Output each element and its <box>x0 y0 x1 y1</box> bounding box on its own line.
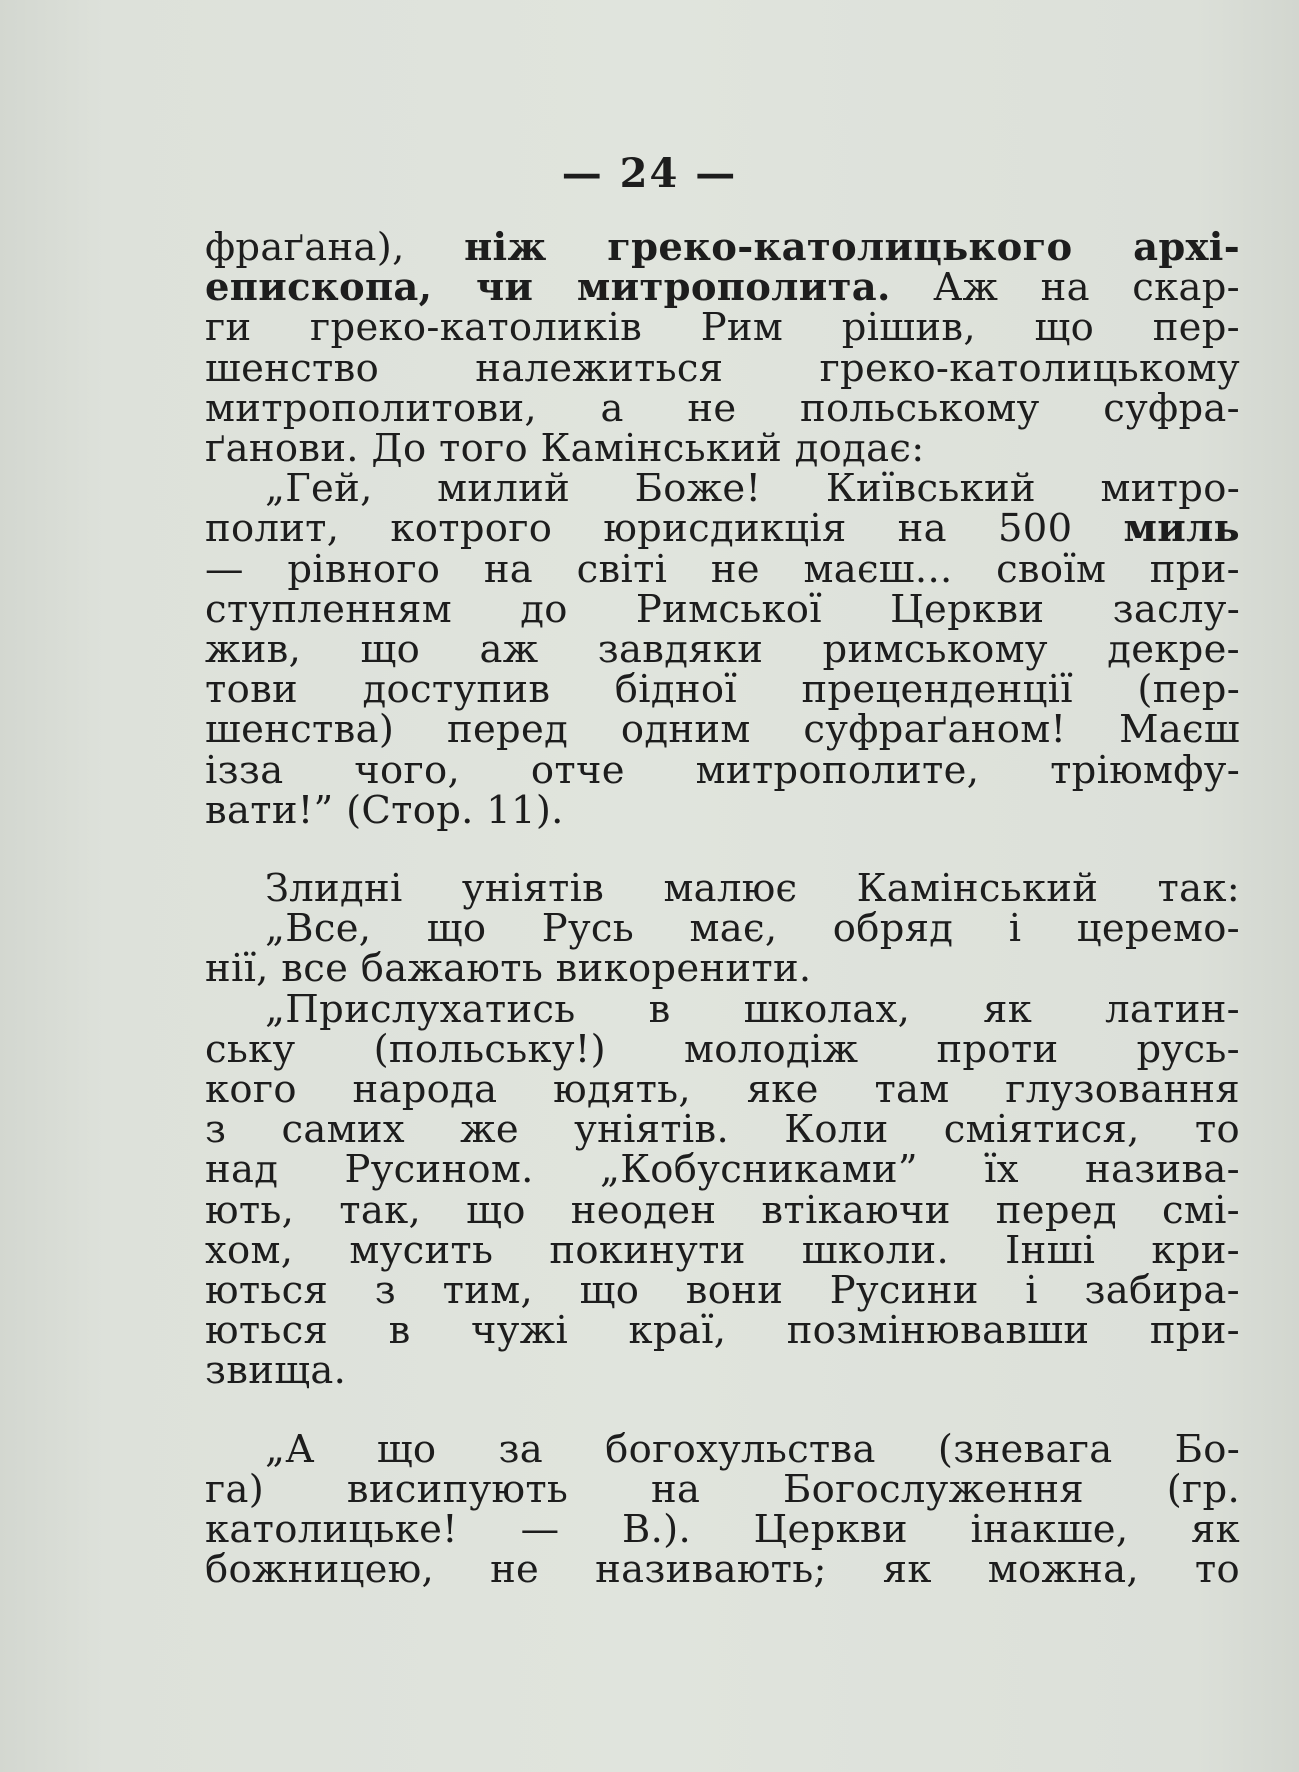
text-line <box>205 1227 1240 1273</box>
text-segment: кого народа юдять, яке там глузовання <box>205 1067 1240 1113</box>
text-line <box>205 426 1240 472</box>
text-segment: з самих же уніятів. Коли сміятися, то <box>205 1107 1240 1153</box>
bold-text: ніж греко-католицького архі- <box>464 225 1241 270</box>
text-segment: Злидні унiятів малює Камінський так: <box>265 866 1240 912</box>
text-line <box>205 1107 1240 1153</box>
text-line <box>205 1507 1240 1553</box>
text-line <box>205 1348 1240 1394</box>
text-segment: нії, все бажають викоренити. <box>205 946 812 992</box>
text-line <box>205 1067 1240 1113</box>
text-line <box>205 225 1241 270</box>
text-segment: митрополитови, а не польському суфра- <box>205 385 1240 431</box>
text-line <box>205 506 1240 552</box>
bold-text: миль <box>1123 506 1240 552</box>
text-segment: над Русином. „Кобусниками” їх назива- <box>205 1147 1240 1193</box>
text-segment: ступленням до Римської Церкви заслу- <box>205 586 1240 632</box>
text-segment: ють, так, що неоден втікаючи перед смі- <box>205 1187 1240 1233</box>
text-line <box>205 946 1240 992</box>
text-segment: жив, що аж завдяки римському декре- <box>205 627 1240 673</box>
text-line <box>205 1466 1240 1512</box>
paragraph-gap <box>205 831 1240 869</box>
text-segment: ську (польську!) молодіж проти рyсь- <box>205 1026 1240 1072</box>
text-segment: ги греко-католиків Рим рішив, що пер- <box>205 305 1240 351</box>
text-line <box>205 1187 1240 1233</box>
text-line <box>205 667 1240 713</box>
text-segment: га) висипують на Богослуження (гр. <box>205 1466 1240 1512</box>
text-line <box>205 305 1240 351</box>
body-text <box>205 225 1241 1593</box>
text-segment: „А що за богохульства (зневага Бо- <box>265 1426 1240 1472</box>
text-line <box>205 1026 1240 1072</box>
text-line <box>205 866 1240 912</box>
text-segment: хом, мусить покинути школи. Інші кри- <box>205 1227 1240 1273</box>
text-segment: полит, котрого юрисдикція на 500 <box>205 506 1124 552</box>
text-line <box>205 1547 1240 1593</box>
text-segment: „Все, що Русь має, обряд і церемо- <box>265 906 1240 952</box>
text-segment: звища. <box>205 1348 347 1394</box>
text-line <box>205 466 1240 512</box>
text-segment: ізза чого, отче митрополите, тріюмфу- <box>205 747 1240 793</box>
bold-text: епископа, чи митрополита. <box>205 265 891 311</box>
text-segment: шенства) перед одним суфраґаном! Маєш <box>205 707 1240 753</box>
text-segment: тови доступив бідної преценденції (пер- <box>205 667 1240 713</box>
text-segment: божницею, не називають; як можна, то <box>205 1547 1240 1593</box>
text-line <box>205 1308 1240 1354</box>
text-line <box>205 1147 1240 1193</box>
text-segment: — рівного на світі не маєш... своїм при- <box>205 546 1240 592</box>
text-line <box>205 707 1240 753</box>
text-segment: ються в чужі краї, позмінювавши при- <box>205 1308 1240 1354</box>
text-line <box>205 385 1240 431</box>
text-line <box>205 787 1240 833</box>
text-line <box>205 1268 1240 1314</box>
text-segment: Аж на скар- <box>890 265 1240 311</box>
paragraph-gap <box>205 1392 1240 1430</box>
text-segment: „Прислухатись в школах, як латин- <box>265 986 1240 1032</box>
text-segment: фраґана), <box>205 225 465 270</box>
text-segment: католицьке! — В.). Церкви інакше, як <box>205 1507 1240 1553</box>
text-line <box>205 627 1240 673</box>
text-line <box>205 345 1240 391</box>
text-line <box>205 906 1240 952</box>
text-line <box>205 586 1240 632</box>
text-segment: ґанови. До того Камінський додає: <box>205 426 925 472</box>
text-line <box>205 986 1240 1032</box>
text-line <box>205 747 1240 793</box>
text-line <box>205 546 1240 592</box>
text-segment: вати!” (Стор. 11). <box>205 787 564 833</box>
text-segment: ються з тим, що вони Русини і забира- <box>205 1268 1240 1314</box>
page-number: — 24 — <box>561 150 738 197</box>
text-line <box>205 265 1240 311</box>
text-line <box>205 1426 1240 1472</box>
text-segment: „Гей, милий Боже! Київський митро- <box>265 466 1240 512</box>
text-segment: шенство належиться греко-католицькому <box>205 345 1240 391</box>
